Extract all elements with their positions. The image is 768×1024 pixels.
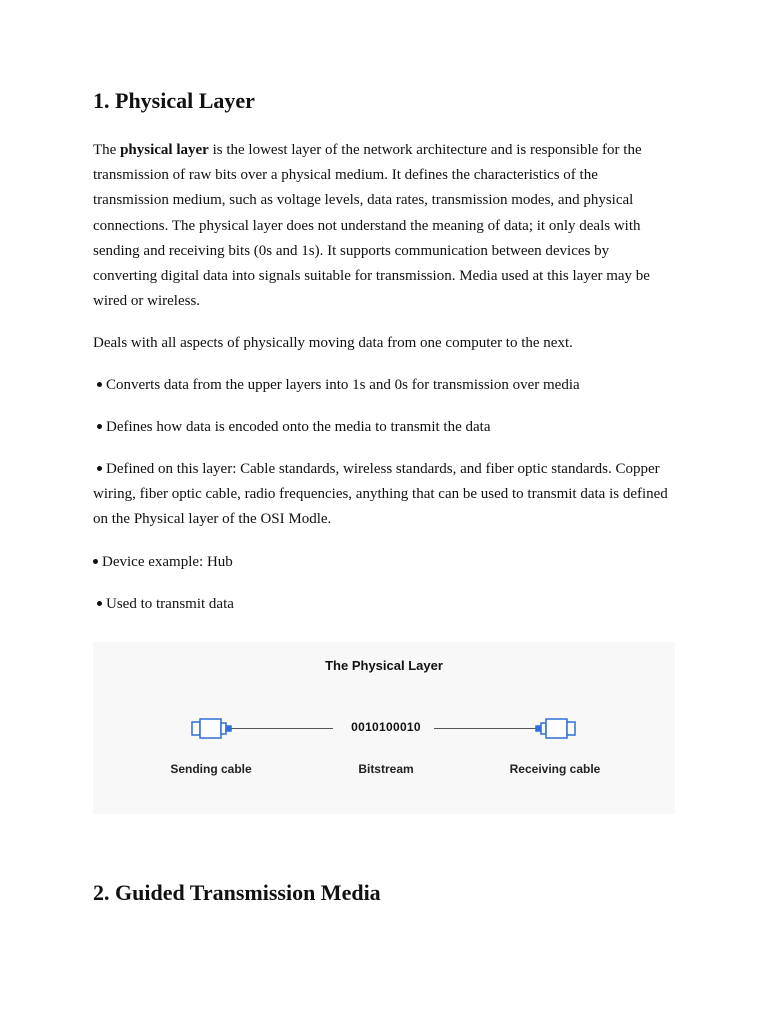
list-item-text: Converts data from the upper layers into 1s and 0s for transmission over media <box>106 377 580 393</box>
list-item-text: Used to transmit data <box>106 596 234 612</box>
diagram-title: The Physical Layer <box>325 658 443 673</box>
intro-bold-term: physical layer <box>120 142 209 158</box>
bullet-icon <box>97 424 102 429</box>
deals-paragraph: Deals with all aspects of physically moving data from one computer to the next. <box>93 335 573 351</box>
section-heading-physical-layer: 1. Physical Layer <box>93 88 255 113</box>
list-item-text: Device example: Hub <box>102 554 233 570</box>
sending-cable-label: Sending cable <box>170 762 252 776</box>
intro-prefix: The <box>93 142 121 158</box>
list-item <box>93 457 675 533</box>
list-item <box>93 592 234 617</box>
bullet-icon <box>97 466 102 471</box>
list-item-text: Defined on this layer: Cable standards, wireless standards, and fiber optic standards. Copper wiring, fiber optic cable, radio frequencies, anything that can be used to transmit data is defined on the Physical layer of the OSI Modle. <box>93 461 668 528</box>
receiving-cable-connector-icon <box>536 719 575 738</box>
bullet-icon <box>97 382 102 387</box>
list-item <box>93 550 233 575</box>
bitstream-value: 0010100010 <box>351 720 421 734</box>
bullet-icon <box>97 601 102 606</box>
receiving-cable-label: Receiving cable <box>509 762 601 776</box>
list-item-text: Defines how data is encoded onto the media to transmit the data <box>106 419 491 435</box>
intro-rest: is the lowest layer of the network architecture and is responsible for the transmission of raw bits over a physical medium. It defines the characteristics of the transmission medium, such as voltage levels, data rates, transmission modes, and physical connections. The physical layer does not understand the meaning of data; it only deals with sending and receiving bits (0s and 1s). It supports communication between devices by converting digital data into signals suitable for transmission. Media used at this layer may be wired or wireless. <box>93 142 650 310</box>
list-item <box>93 415 490 440</box>
bullet-icon <box>93 559 98 564</box>
list-item <box>93 373 580 398</box>
bitstream-label: Bitstream <box>358 762 414 776</box>
physical-layer-diagram <box>93 642 675 814</box>
section-heading-guided-media: 2. Guided Transmission Media <box>93 880 381 905</box>
sending-cable-connector-icon <box>192 719 231 738</box>
intro-paragraph <box>93 138 675 314</box>
